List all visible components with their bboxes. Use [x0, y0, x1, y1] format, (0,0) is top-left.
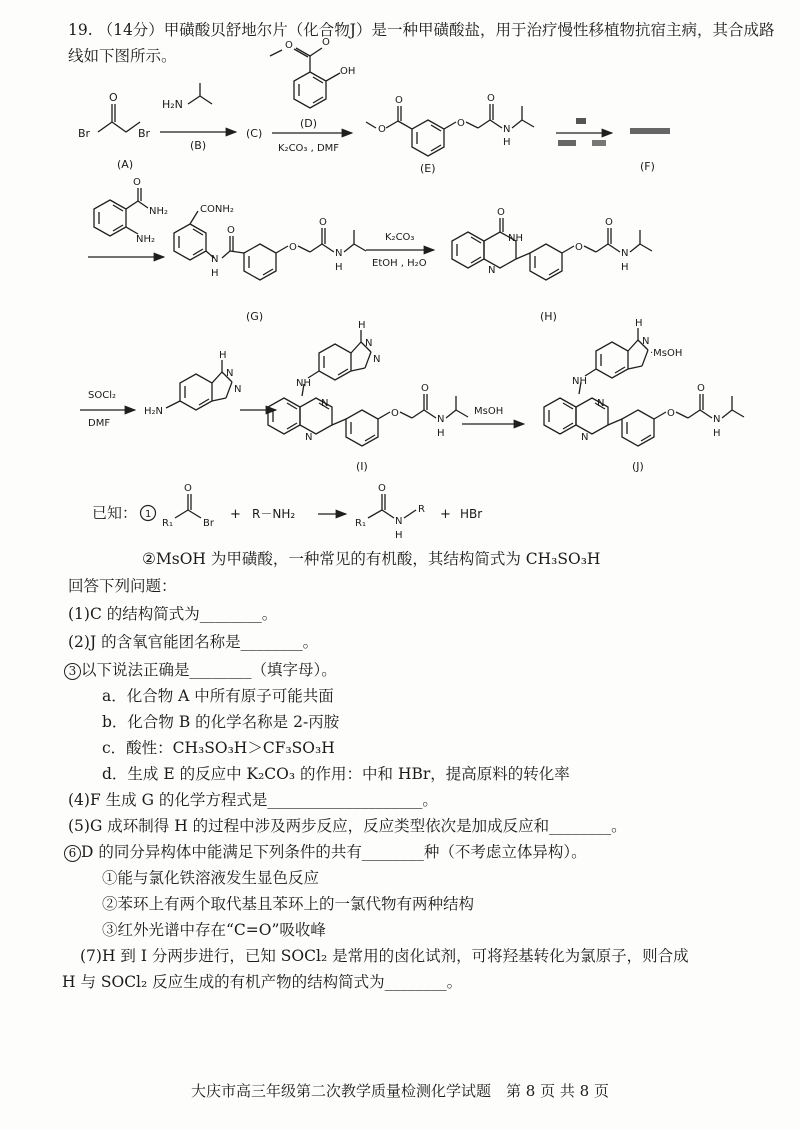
question-3-number: 3 — [64, 663, 81, 680]
compound-a-structure — [98, 104, 140, 132]
aminoindazole-h: H — [219, 350, 227, 361]
compound-a-br2: Br — [138, 127, 151, 140]
reagent-e-f-obscured3 — [592, 140, 606, 146]
reagent-d-label: (D) — [300, 117, 318, 130]
question-6 — [64, 842, 587, 862]
compound-g-n: N — [211, 254, 219, 265]
question-3-option-a: a．化合物 A 中所有原子可能共面 — [102, 687, 334, 705]
known-hbr: HBr — [460, 507, 483, 521]
compound-j-o2: O — [697, 383, 705, 394]
compound-h-o1: O — [497, 207, 505, 218]
compound-e-o2: O — [378, 124, 386, 135]
compound-e-n: N — [503, 124, 511, 135]
compound-j-h2: H — [713, 428, 721, 439]
compound-i-o2: O — [421, 383, 429, 394]
compound-j-o1: O — [667, 408, 675, 419]
known-plus1: + — [230, 507, 241, 522]
reagent-b-structure — [188, 83, 212, 104]
compound-h-nh: NH — [508, 233, 523, 244]
compound-e-o1: O — [395, 95, 403, 106]
anthranilamide-nh2-amide: NH₂ — [149, 206, 169, 217]
compound-h-h: H — [621, 262, 629, 273]
compound-g-label: (G) — [246, 310, 264, 323]
reagent-d-o-ester: O — [285, 40, 293, 51]
compound-g-conh2: CONH₂ — [200, 204, 234, 215]
reagent-d-oh: OH — [340, 66, 356, 77]
compound-a-o: O — [109, 91, 118, 104]
compound-g-n2: N — [335, 248, 343, 259]
compound-g-h2: H — [335, 262, 343, 273]
reagent-b-h2n: H₂N — [162, 98, 183, 111]
question-1: (1)C 的结构简式为________。 — [68, 605, 278, 623]
anthranilamide-nh2: NH₂ — [136, 234, 156, 245]
question-header-line2: 线如下图所示。 — [68, 47, 177, 65]
question-header-line1: 19. （14分）甲磺酸贝舒地尔片（化合物J）是一种甲磺酸盐，用于治疗慢性移植物抗宿主病，其合成路 — [68, 21, 775, 39]
compound-h-n2: N — [621, 248, 629, 259]
question-6-condition-3: ③红外光谱中存在“C=O”吸收峰 — [102, 921, 326, 939]
compound-i-h2: H — [437, 428, 445, 439]
compound-i-n5: N — [437, 414, 445, 425]
reagent-k2co3-dmf: K₂CO₃ , DMF — [278, 143, 340, 154]
compound-i-n3: N — [321, 398, 329, 409]
question-7-line1: (7)H 到 I 分两步进行，已知 SOCl₂ 是常用的卤化试剂，可将羟基转化为氯原子，则合成 — [80, 947, 689, 965]
compound-c-label: (C) — [246, 127, 263, 140]
known-plus2: + — [440, 507, 451, 522]
known-amine: R－NH₂ — [252, 507, 296, 521]
question-3-option-d: d．生成 E 的反应中 K₂CO₃ 的作用：中和 HBr，提高原料的转化率 — [102, 765, 570, 783]
compound-h-label: (H) — [540, 310, 557, 323]
aminoindazole-n1: N — [226, 368, 234, 379]
page-footer: 大庆市高三年级第二次教学质量检测化学试题 第 8 页 共 8 页 — [191, 1082, 609, 1100]
known-o-left: O — [184, 483, 192, 494]
question-3-option-b: b．化合物 B 的化学名称是 2-丙胺 — [102, 713, 340, 731]
compound-h-o3: O — [605, 217, 613, 228]
known-r1-right: R₁ — [355, 518, 366, 529]
reagent-msoh: MsOH — [474, 406, 504, 417]
reagent-g-h-etoh: EtOH , H₂O — [372, 258, 427, 269]
known-item1-number: 1 — [145, 509, 152, 520]
reagent-b-label: (B) — [190, 139, 207, 152]
known-r: R — [418, 504, 425, 515]
reagent-dmf: DMF — [88, 418, 111, 429]
question-6-text: D 的同分异构体中能满足下列条件的共有________种（不考虑立体异构）。 — [81, 843, 587, 861]
question-6-condition-1: ①能与氯化铁溶液发生显色反应 — [102, 869, 320, 887]
known-br: Br — [203, 518, 214, 529]
compound-e-o3: O — [457, 118, 465, 129]
question-2: (2)J 的含氧官能团名称是________。 — [68, 633, 319, 651]
question-6-condition-2: ②苯环上有两个取代基且苯环上的一氯代物有两种结构 — [102, 895, 475, 913]
question-4: (4)F 生成 G 的化学方程式是____________________。 — [68, 791, 438, 809]
compound-f-obscured — [630, 128, 670, 134]
known-o-right: O — [378, 483, 386, 494]
question-3-text: 以下说法正确是________（填字母）。 — [81, 661, 337, 679]
compound-g-h: H — [211, 268, 219, 279]
anthranilamide-structure — [94, 188, 148, 236]
question-5: (5)G 成环制得 H 的过程中涉及两步反应，反应类型依次是加成反应和________。 — [68, 817, 627, 835]
compound-i-n4: N — [305, 432, 313, 443]
compound-e-label: (E) — [420, 162, 436, 175]
compound-j-h: H — [635, 318, 643, 329]
compound-g-o1: O — [227, 225, 235, 236]
known-r1-left: R₁ — [162, 518, 173, 529]
reagent-g-h-k2co3: K₂CO₃ — [385, 232, 415, 243]
compound-j-n5: N — [713, 414, 721, 425]
compound-a-br1: Br — [78, 127, 91, 140]
compound-h-n: N — [488, 265, 496, 276]
synthesis-scheme — [0, 0, 800, 541]
known-n: N — [395, 516, 403, 527]
question-3-option-c: c．酸性：CH₃SO₃H＞CF₃SO₃H — [102, 739, 335, 757]
compound-i-nh: NH — [296, 378, 311, 389]
reagent-d-o-carbonyl: O — [322, 37, 330, 48]
question-6-number: 6 — [64, 845, 81, 862]
aminoindazole-h2n: H₂N — [144, 406, 164, 417]
reagent-e-f-obscured2 — [558, 140, 576, 146]
compound-e-h: H — [503, 137, 511, 148]
questions-intro: 回答下列问题： — [68, 577, 177, 595]
reagent-socl2: SOCl₂ — [88, 390, 116, 401]
compound-h-o2: O — [575, 242, 583, 253]
compound-f-label: (F) — [640, 160, 655, 173]
compound-i-h: H — [358, 320, 366, 331]
known-prefix: 已知： — [92, 504, 138, 522]
compound-g-o2: O — [289, 242, 297, 253]
question-3 — [64, 660, 337, 680]
compound-j-msoh: ·MsOH — [650, 348, 683, 359]
compound-j-nh: NH — [572, 376, 587, 387]
known-item2: ②MsOH 为甲磺酸，一种常见的有机酸，其结构简式为 CH₃SO₃H — [142, 550, 601, 568]
compound-j-n1: N — [642, 336, 650, 347]
compound-i-n1: N — [365, 338, 373, 349]
compound-j-n3: N — [597, 398, 605, 409]
reagent-e-f-obscured — [576, 118, 586, 124]
aminoindazole-n2: N — [234, 384, 242, 395]
compound-i-o1: O — [391, 408, 399, 419]
anthranilamide-o: O — [133, 177, 141, 188]
compound-j-n4: N — [581, 432, 589, 443]
question-7-line2: H 与 SOCl₂ 反应生成的有机产物的结构简式为________。 — [62, 973, 463, 991]
compound-i-label: (I) — [356, 460, 368, 473]
compound-g-o3: O — [319, 217, 327, 228]
compound-e-o4: O — [487, 93, 495, 104]
reagent-d-structure — [270, 48, 340, 108]
compound-a-label: (A) — [117, 158, 134, 171]
known-h: H — [395, 530, 403, 541]
compound-i-n2: N — [373, 354, 381, 365]
known-amide-structure — [368, 494, 416, 518]
known-acylbromide-structure — [175, 494, 201, 518]
compound-j-label: (J) — [632, 460, 644, 473]
aminoindazole-structure — [166, 360, 232, 410]
